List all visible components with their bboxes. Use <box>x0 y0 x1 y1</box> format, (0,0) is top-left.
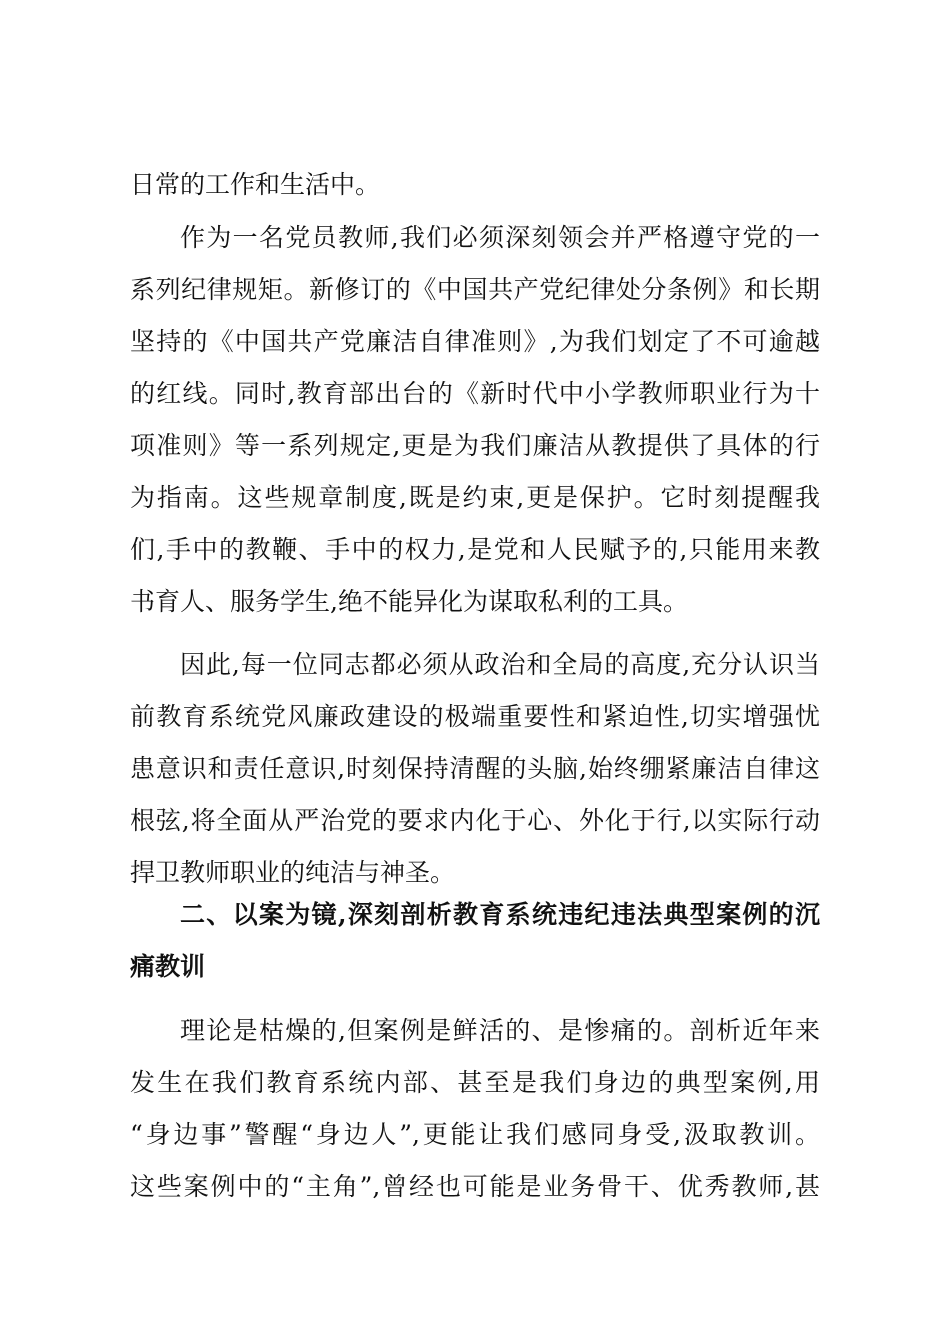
paragraph-line: 作为一名党员教师,我们必须深刻领会并严格遵守党的一 <box>180 223 820 252</box>
section-heading: 二、以案为镜,深刻剖析教育系统违纪违法典型案例的沉 <box>180 900 820 929</box>
paragraph-line: “身边事”警醒“身边人”,更能让我们感同身受,汲取教训。 <box>130 1120 820 1149</box>
paragraph-line: 发生在我们教育系统内部、甚至是我们身边的典型案例,用 <box>130 1068 820 1097</box>
paragraph-line: 坚持的《中国共产党廉洁自律准则》,为我们划定了不可逾越 <box>130 327 820 356</box>
paragraph-line: 捍卫教师职业的纯洁与神圣。 <box>130 858 456 887</box>
paragraph-line: 日常的工作和生活中。 <box>130 170 381 199</box>
paragraph-line: 们,手中的教鞭、手中的权力,是党和人民赋予的,只能用来教 <box>130 535 820 564</box>
paragraph-line: 为指南。这些规章制度,既是约束,更是保护。它时刻提醒我 <box>130 483 820 512</box>
paragraph-line: 患意识和责任意识,时刻保持清醒的头脑,始终绷紧廉洁自律这 <box>130 754 820 783</box>
paragraph-line: 书育人、服务学生,绝不能异化为谋取私利的工具。 <box>130 587 688 616</box>
section-heading: 痛教训 <box>130 952 206 981</box>
paragraph-line: 项准则》等一系列规定,更是为我们廉洁从教提供了具体的行 <box>130 431 820 460</box>
paragraph-line: 系列纪律规矩。新修订的《中国共产党纪律处分条例》和长期 <box>130 275 820 304</box>
paragraph-line: 理论是枯燥的,但案例是鲜活的、是惨痛的。剖析近年来 <box>180 1016 820 1045</box>
paragraph-line: 这些案例中的“主角”,曾经也可能是业务骨干、优秀教师,甚 <box>130 1172 820 1201</box>
paragraph-line: 根弦,将全面从严治党的要求内化于心、外化于行,以实际行动 <box>130 806 820 835</box>
paragraph-line: 因此,每一位同志都必须从政治和全局的高度,充分认识当 <box>180 650 820 679</box>
paragraph-line: 前教育系统党风廉政建设的极端重要性和紧迫性,切实增强忧 <box>130 702 820 731</box>
paragraph-line: 的红线。同时,教育部出台的《新时代中小学教师职业行为十 <box>130 379 820 408</box>
